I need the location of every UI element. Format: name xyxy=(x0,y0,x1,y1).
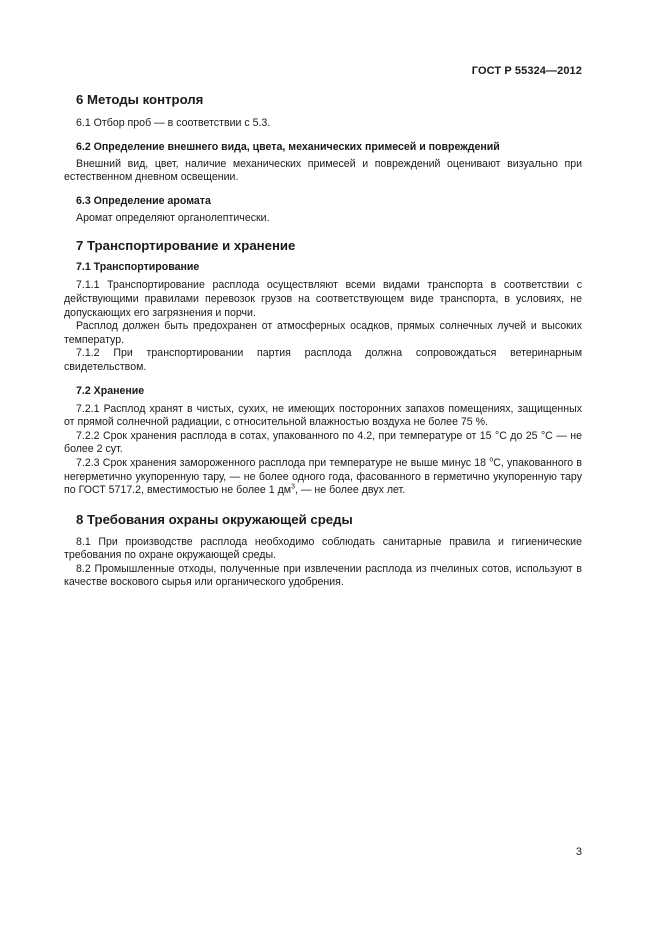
paragraph-8-2: 8.2 Промышленные отходы, полученные при извлечении расплода из пчелиных сотов, используют в качестве воскового сырья или органического удобрения. xyxy=(64,562,582,589)
section-6-heading: 6 Методы контроля xyxy=(76,92,204,107)
paragraph-8-1: 8.1 При производстве расплода необходимо соблюдать санитарные правила и гигиенические требования по охране окружающей среды. xyxy=(64,535,582,562)
paragraph-7-1-2: 7.1.2 При транспортировании партия расплода должна сопровождаться ветеринарным свидетельством. xyxy=(64,347,582,373)
degree-mark: о xyxy=(489,456,494,464)
page-content xyxy=(64,92,582,590)
paragraph-7-2-3-part-b: С, упакованного в негерметично укупоренную тару, — не более одного года, фасованного в герметично укупоренную тару по ГОСТ 5717.2, вместимостью не более 1 дм xyxy=(64,456,582,497)
paragraph-7-1-1-b: Расплод должен быть предохранен от атмосферных осадков, прямых солнечных лучей и высоких температур. xyxy=(64,320,582,346)
paragraph-7-1-1: 7.1.1 Транспортирование расплода осуществляют всеми видами транспорта в соответствии с действующими правилами перевозок грузов на соответствующем виде транспорта, в условиях, не допускающих его загрязнения и порчи. xyxy=(64,279,582,319)
paragraph-6-1: 6.1 Отбор проб — в соответствии с 5.3. xyxy=(76,117,271,129)
subsection-6-2-heading: 6.2 Определение внешнего вида, цвета, механических примесей и повреждений xyxy=(76,140,500,153)
page-number: 3 xyxy=(575,846,582,858)
document-code: ГОСТ Р 55324—2012 xyxy=(471,65,582,77)
paragraph-7-2-3-part-a: 7.2.3 Срок хранения замороженного расплода при температуре не выше минус 18 xyxy=(76,456,490,469)
subsection-7-2-heading: 7.2 Хранение xyxy=(76,384,145,397)
paragraph-7-2-3-part-c: , — не более двух лет. xyxy=(294,484,406,497)
cubic-superscript: 3 xyxy=(291,483,295,491)
subsection-7-1-heading: 7.1 Транспортирование xyxy=(76,261,200,274)
subsection-6-3-heading: 6.3 Определение аромата xyxy=(76,194,211,207)
section-8-heading: 8 Требования охраны окружающей среды xyxy=(76,511,353,527)
paragraph-7-2-2: 7.2.2 Срок хранения расплода в сотах, упакованного по 4.2, при температуре от 15 °С до 25 °С — не более 2 сут. xyxy=(64,429,582,456)
paragraph-6-2: Внешний вид, цвет, наличие механических примесей и повреждений оценивают визуально при естественном дневном освещении. xyxy=(64,157,582,184)
paragraph-6-3: Аромат определяют органолептически. xyxy=(76,211,270,224)
paragraph-7-2-1: 7.2.1 Расплод хранят в чистых, сухих, не имеющих посторонних запахов помещениях, защищенных от прямой солнечной радиации, с относительной влажностью воздуха не более 75 %. xyxy=(64,402,582,429)
section-7-heading: 7 Транспортирование и хранение xyxy=(76,238,296,254)
paragraph-7-2-3 xyxy=(64,457,582,498)
